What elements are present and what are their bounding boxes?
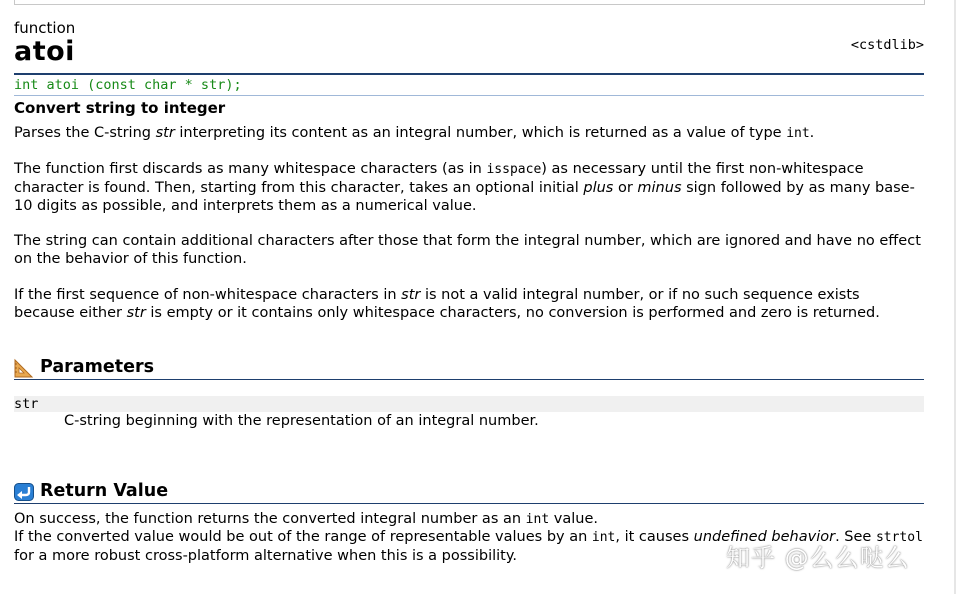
parameters-section-header: [14, 357, 924, 380]
watermark-text: 知乎 @么么哒么: [726, 544, 910, 572]
title-divider: [14, 73, 924, 75]
function-kind-label: function: [14, 19, 76, 37]
description-paragraph-4: If the first sequence of non-whitespace characters in str is not a valid integral number, or if no such sequence exists because either str is empty or it contains only whitespace characters, no conversion is performed and zero is returned.: [14, 287, 880, 321]
param-name-str: str: [14, 396, 924, 412]
ruler-triangle-icon: [14, 358, 34, 378]
description-paragraph-2: The function first discards as many whitespace characters (as in isspace) as necessary until the first non-whitespace character is found. Then, starting from this character, takes an optional initial plus or minus sign followed by as many base-10 digits as possible, and interprets them as a numerical value.: [14, 161, 915, 214]
function-summary: Convert string to integer: [14, 99, 226, 117]
top-navigation-box-remnant: [14, 0, 925, 5]
header-file-link[interactable]: <cstdlib>: [850, 37, 924, 53]
description-paragraph-1: Parses the C-string str interpreting its content as an integral number, which is returned as a value of type int.: [14, 125, 815, 141]
description-paragraph-3: The string can contain additional characters after those that form the integral number, which are ignored and have no effect on the behavior of this function.: [14, 233, 921, 267]
param-description-str: C-string beginning with the representation of an integral number.: [64, 413, 539, 429]
strtol-link[interactable]: strtol: [875, 530, 923, 545]
return-value-title: Return Value: [40, 481, 169, 501]
return-value-section-header: [14, 481, 924, 504]
page-title: atoi: [14, 36, 75, 67]
return-arrow-icon: [14, 482, 34, 502]
param-ref-str: str: [155, 125, 175, 141]
return-value-line-2: If the converted value would be out of the range of representable values by an int, it causes undefined behavior. See strtol for a more robust cross-platform alternative when this is a possibility.: [14, 529, 923, 564]
return-value-line-1: On success, the function returns the converted integral number as an int value.: [14, 511, 598, 527]
function-prototype: int atoi (const char * str);: [14, 77, 924, 96]
parameters-title: Parameters: [40, 357, 154, 377]
type-ref-int: int: [786, 126, 810, 141]
isspace-link[interactable]: isspace: [486, 162, 542, 177]
